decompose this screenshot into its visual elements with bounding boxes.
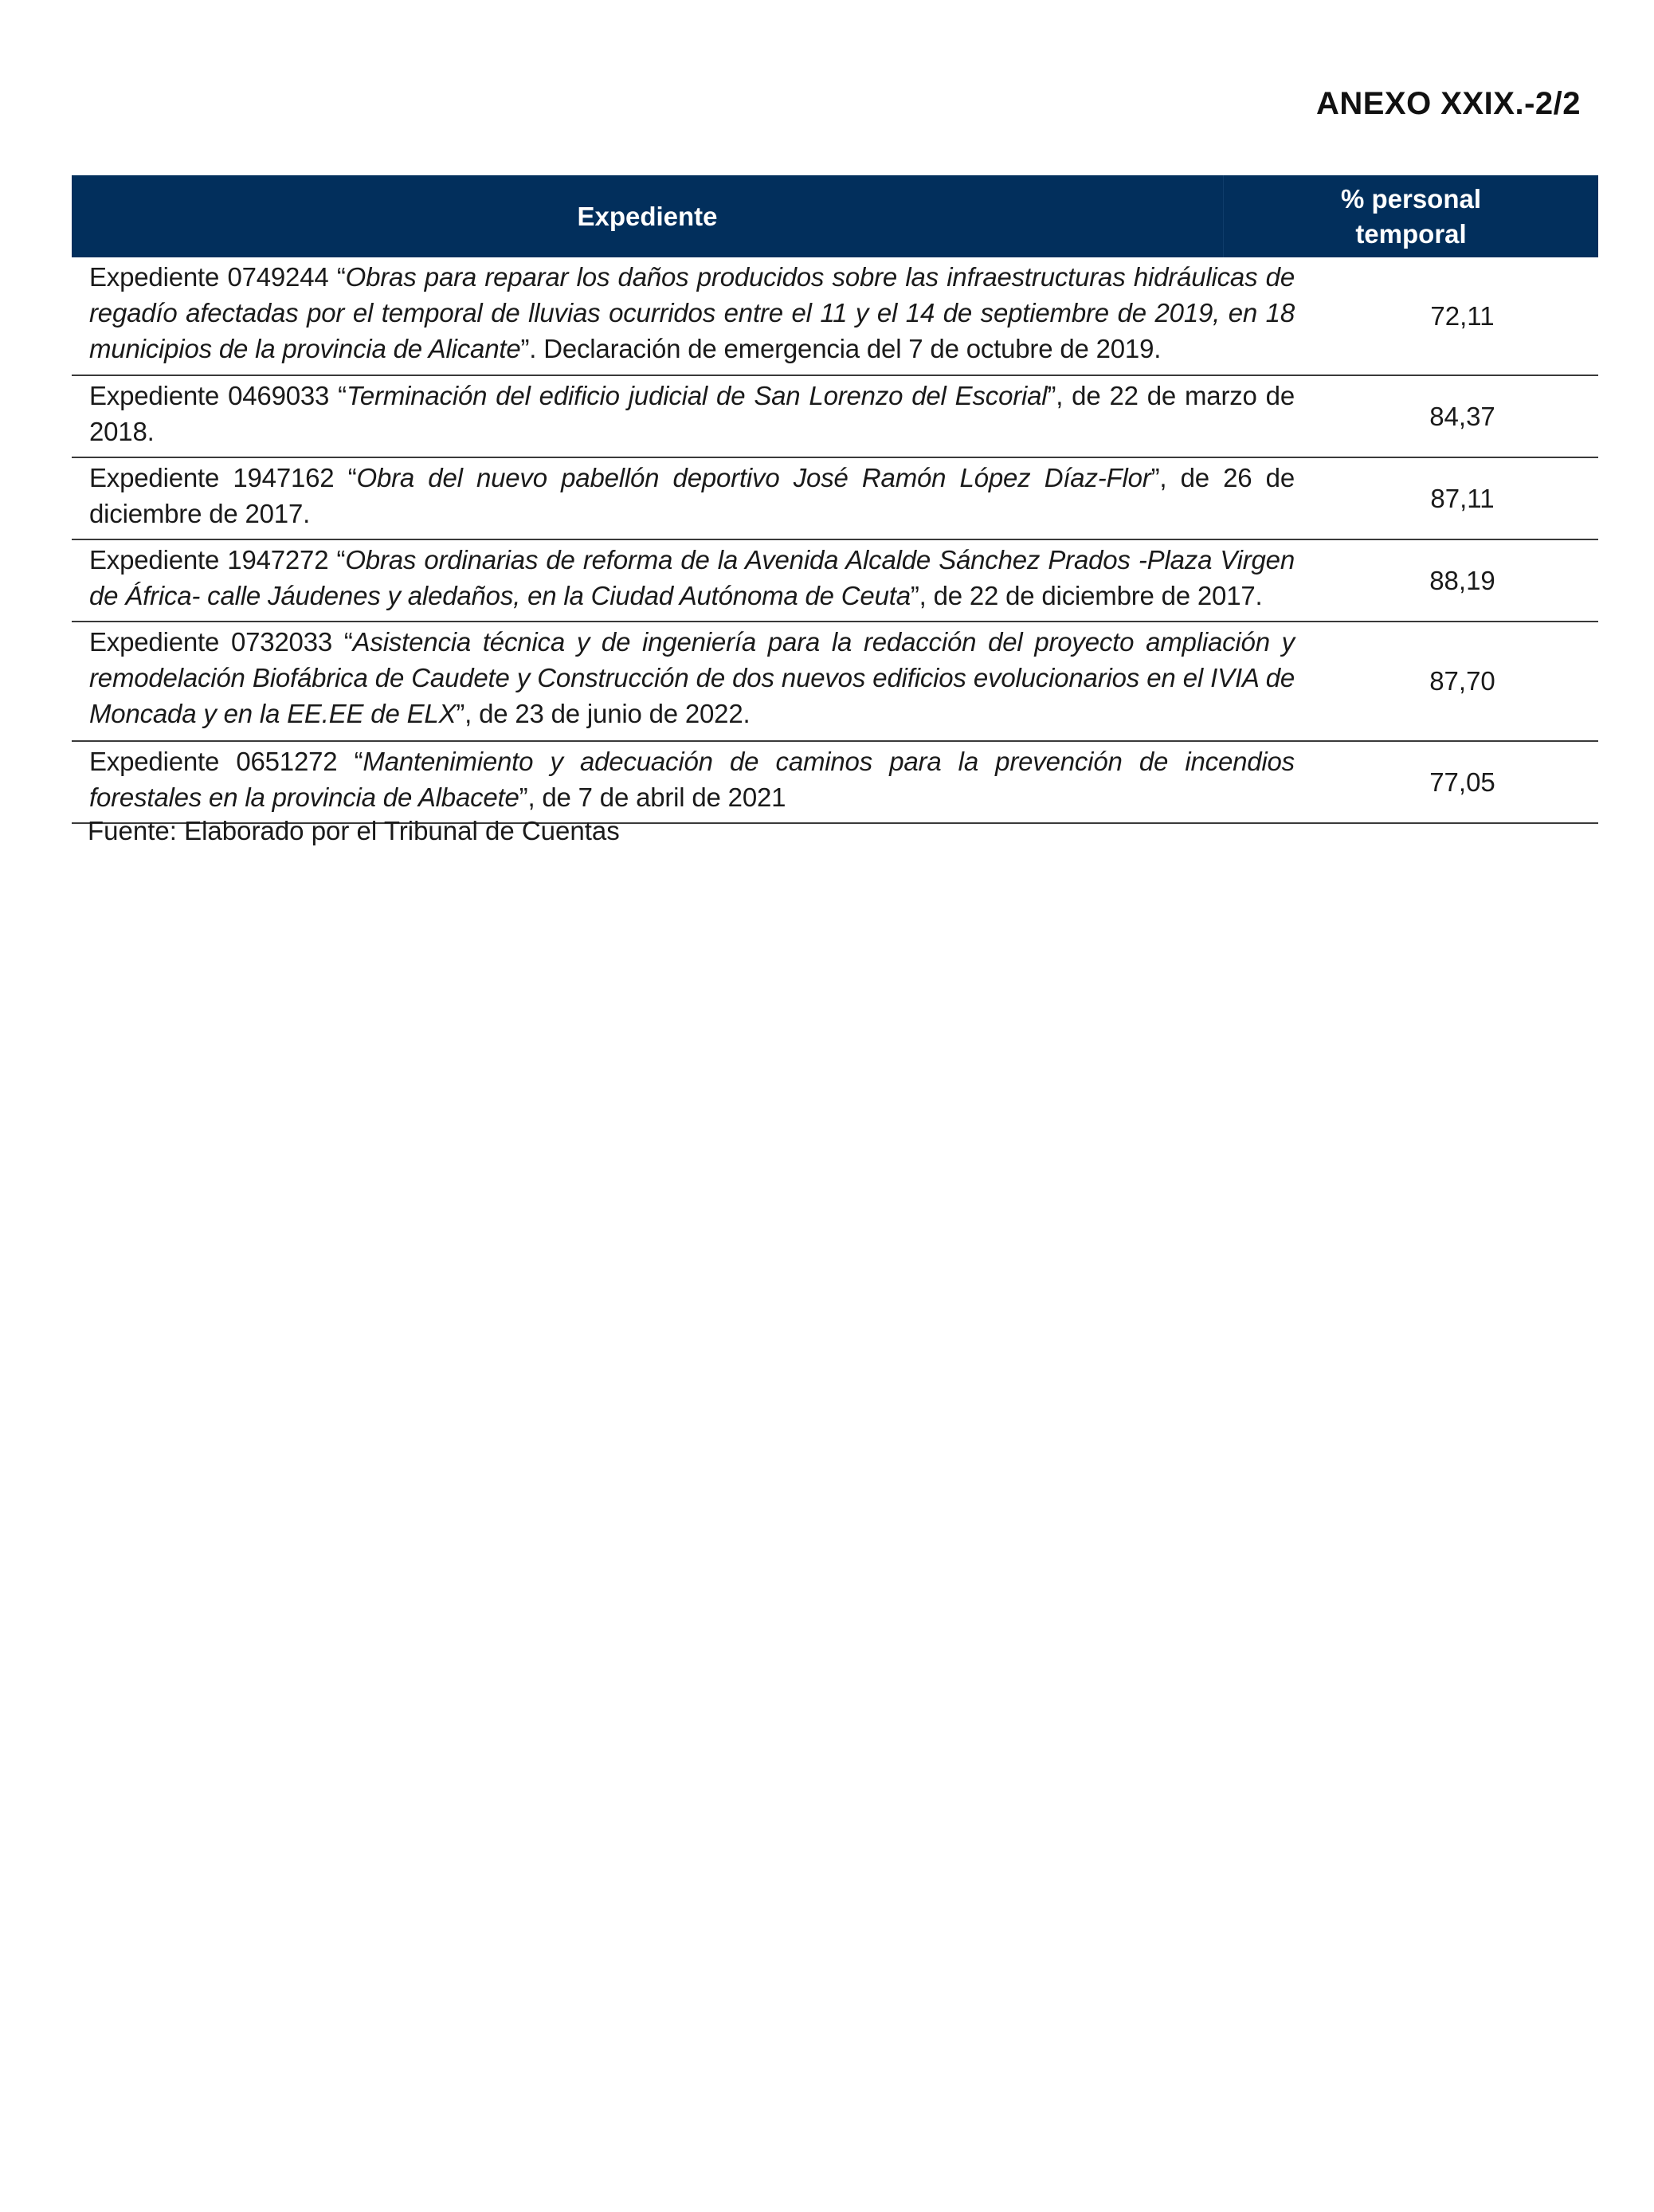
header-personal-temporal: % personal temporal bbox=[1340, 183, 1482, 249]
row-value: 84,37 bbox=[1429, 401, 1495, 431]
header-expediente: Expediente bbox=[72, 175, 1224, 257]
table-row bbox=[72, 742, 1598, 824]
row-description: Expediente 0651272 “Mantenimiento y adecuación de caminos para la prevención de incendios forestales en la provincia de Albacete”, de 7 de abril de 2021 bbox=[89, 747, 1295, 812]
row-description: Expediente 0469033 “Terminación del edificio judicial de San Lorenzo del Escorial”, de 22 de marzo de 2018. bbox=[89, 381, 1295, 446]
table-row bbox=[72, 622, 1598, 742]
row-value: 87,11 bbox=[1430, 483, 1495, 513]
source-note: Fuente: Elaborado por el Tribunal de Cuentas bbox=[88, 816, 620, 845]
page-title: ANEXO XXIX.-2/2 bbox=[1315, 86, 1581, 121]
row-value: 77,05 bbox=[1429, 767, 1495, 797]
table-row bbox=[72, 458, 1598, 540]
row-value: 88,19 bbox=[1429, 565, 1495, 595]
row-value: 87,70 bbox=[1429, 666, 1495, 696]
row-description: Expediente 1947272 “Obras ordinarias de reforma de la Avenida Alcalde Sánchez Prados -Plaza Virgen de África- calle Jáudenes y aledaños, en la Ciudad Autónoma de Ceuta”, de 22 de diciembre de 2017. bbox=[89, 545, 1295, 610]
table-header bbox=[72, 175, 1598, 257]
row-description: Expediente 1947162 “Obra del nuevo pabellón deportivo José Ramón López Díaz-Flor”, de 26 de diciembre de 2017. bbox=[89, 463, 1295, 528]
row-description: Expediente 0732033 “Asistencia técnica y de ingeniería para la redacción del proyecto ampliación y remodelación Biofábrica de Caudete y Construcción de dos nuevos edificios evolucionarios en el IVIA de Moncada y en la EE.EE de ELX”, de 23 de junio de 2022. bbox=[89, 627, 1295, 728]
expedientes-table bbox=[72, 175, 1598, 824]
table-row bbox=[72, 257, 1598, 376]
row-description: Expediente 0749244 “Obras para reparar los daños producidos sobre las infraestructuras hidráulicas de regadío afectadas por el temporal de lluvias ocurridos entre el 11 y el 14 de septiembre de 2019, en 18 municipios de la provincia de Alicante”. Declaración de emergencia del 7 de octubre de 2019. bbox=[89, 262, 1295, 363]
table-row bbox=[72, 376, 1598, 458]
row-value: 72,11 bbox=[1430, 300, 1495, 331]
table-row bbox=[72, 540, 1598, 622]
